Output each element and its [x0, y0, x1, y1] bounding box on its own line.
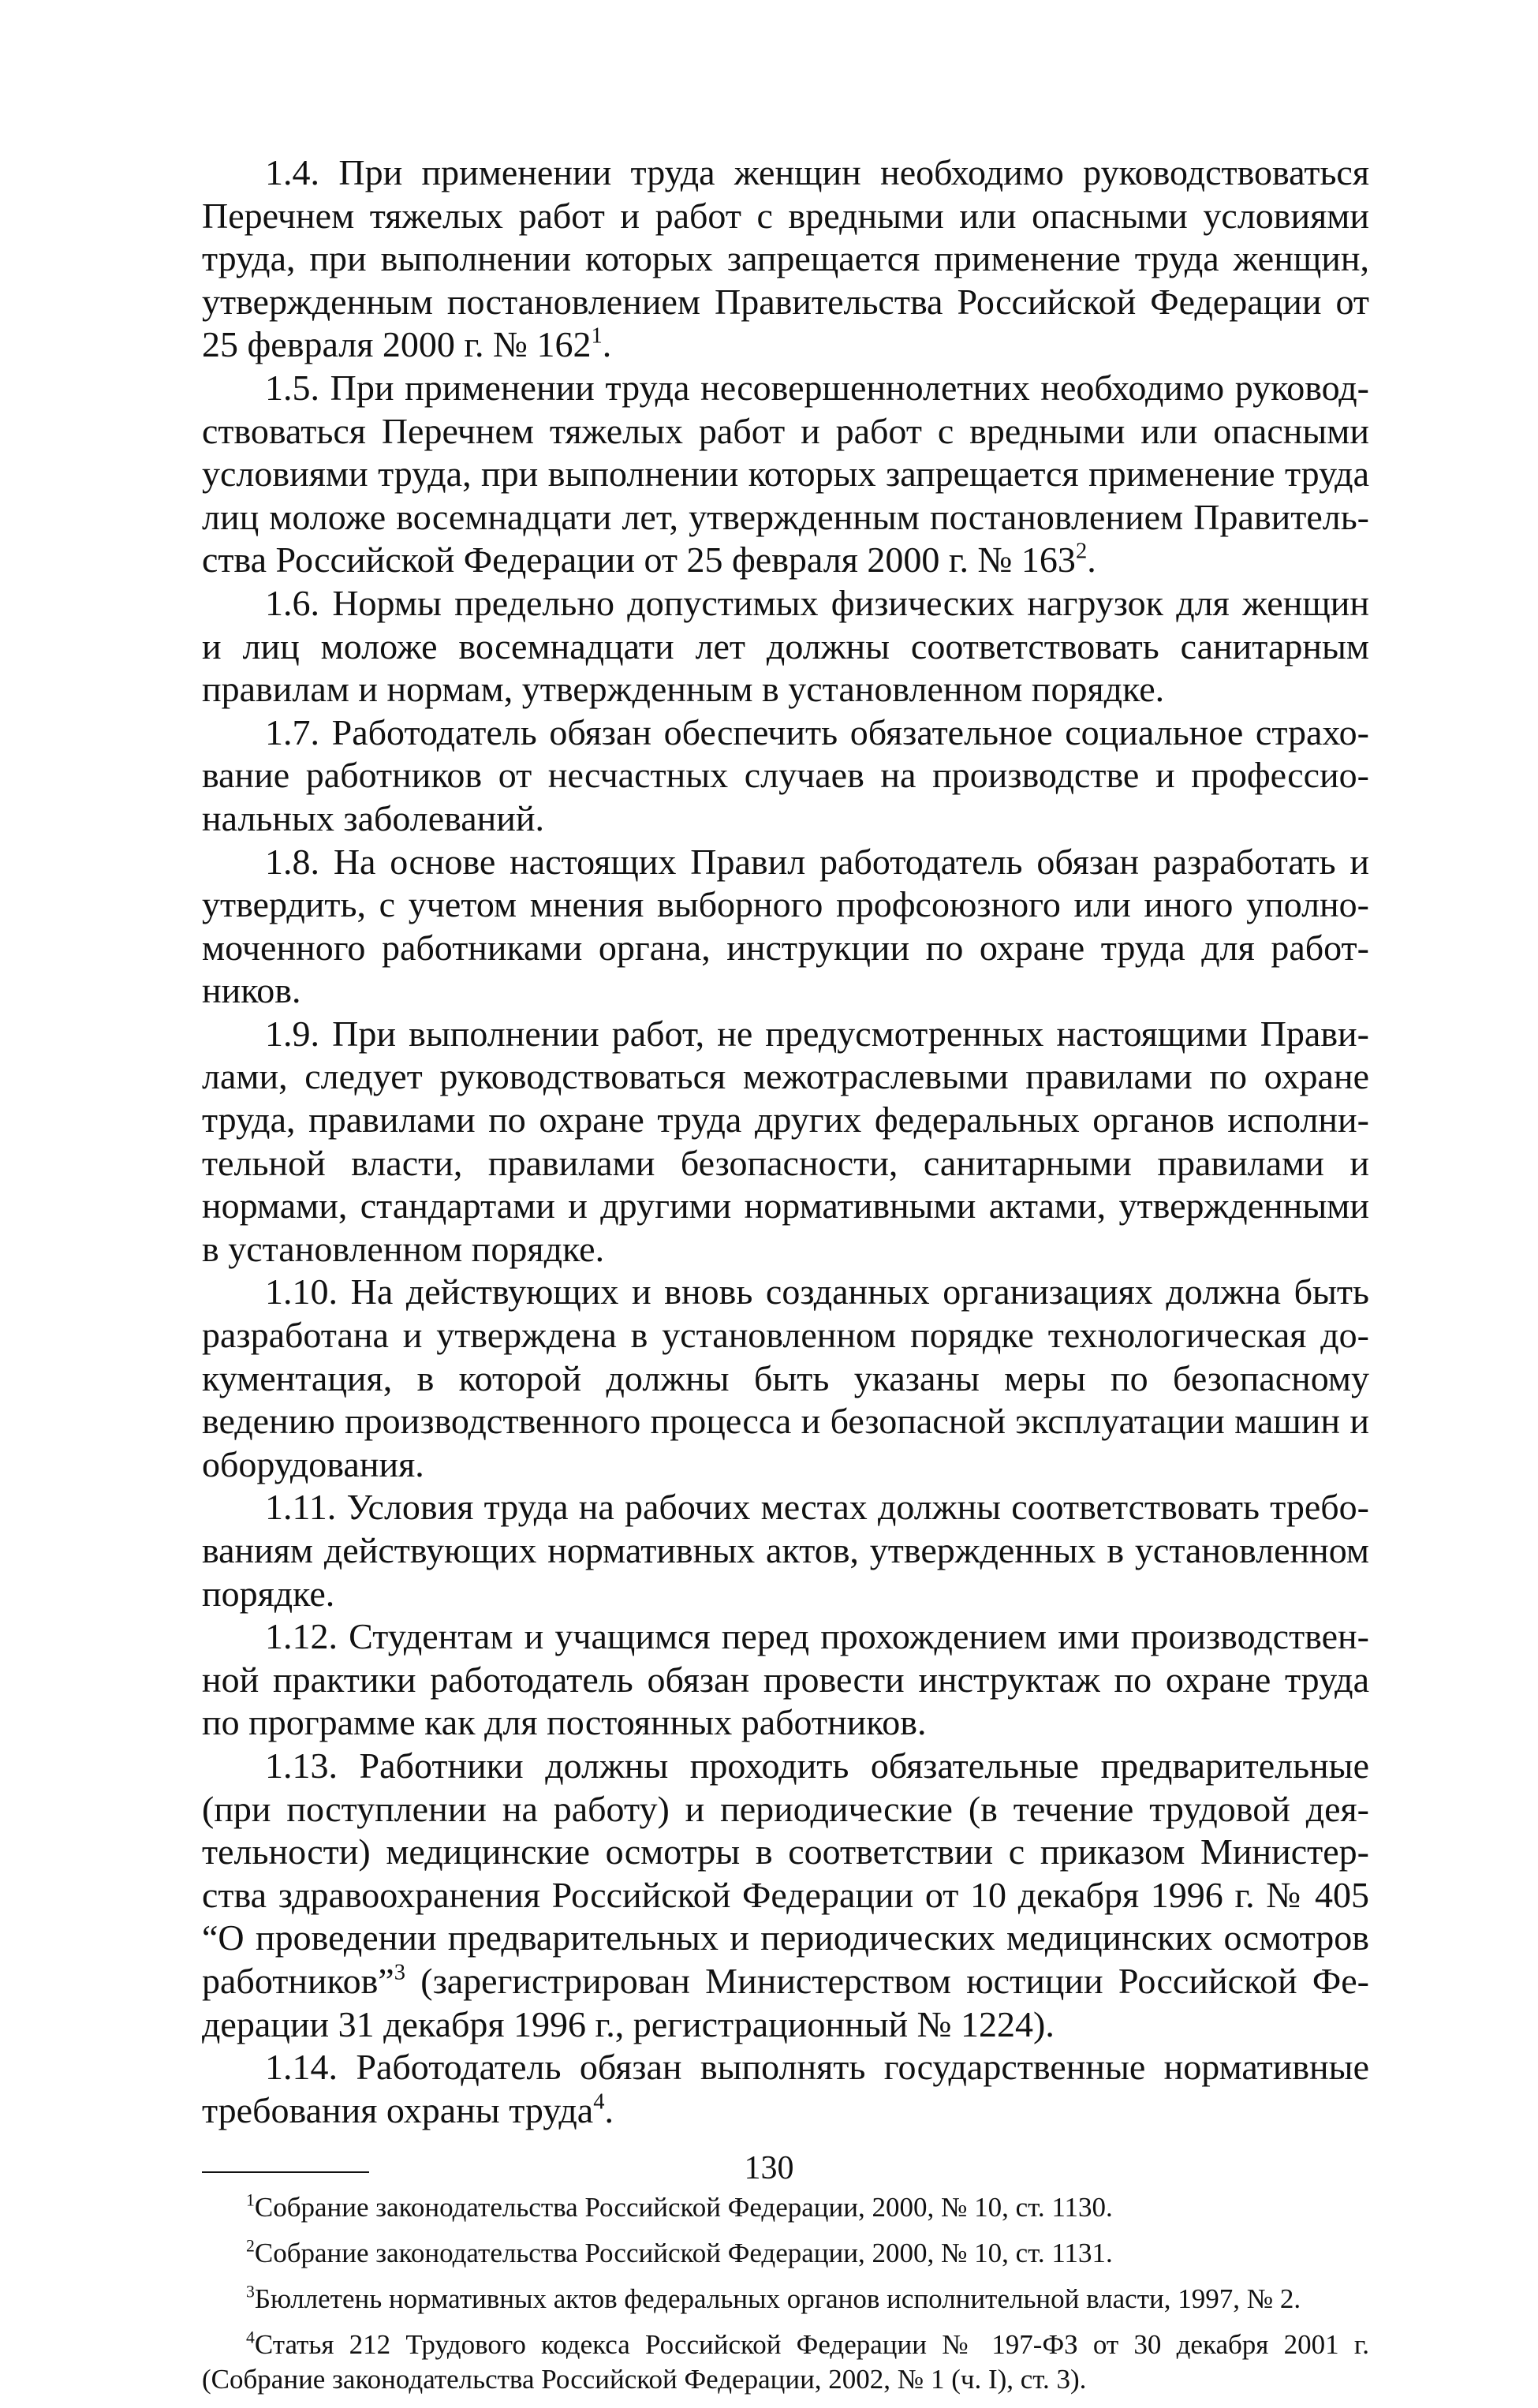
paragraph-1-9: 1.9. При выполнении работ, не предусмотренных настоящими Правилами, следует руководствоваться межотраслевыми правилами по охране труда, правилами по охране труда других федеральных органов исполнительной власти, правилами безопасности, санитарными правилами и нормами, стандартами и другими нормативными актами, утвержденными в установленном порядке.	[202, 1013, 1369, 1269]
paragraph-1-13: 1.13. Работники должны проходить обязательные предварительные (при поступлении на работу) и периодические (в течение трудовой деятельности) медицинские осмотры в соответствии с приказом Министерства здравоохранения Российской Федерации от 10 декабря 1996 г. № 405 “О проведении предварительных и периодических медицинских осмотров работников”$^3$ (зарегистрирован Министерством юстиции Российской Федерации 31 декабря 1996 г., регистрационный № 1224).	[202, 1745, 1369, 2044]
paragraph-1-7: 1.7. Работодатель обязан обеспечить обязательное социальное страхование работников от несчастных случаев на производстве и профессиональных заболеваний.	[202, 711, 1369, 838]
footnote-ref-1: 1	[591, 323, 603, 349]
footnote-ref-2: 2	[1075, 539, 1088, 564]
body-text	[202, 151, 1369, 2132]
paragraph-1-8: 1.8. На основе настоящих Правил работодатель обязан разработать и утвердить, с учетом мнения выборного профсоюзного или иного уполномоченного работниками органа, инструкции по охране труда для работников.	[202, 841, 1369, 1011]
paragraph-1-10: 1.10. На действующих и вновь созданных организациях должна быть разработана и утверждена в установленном порядке технологическая документация, в которой должны быть указаны меры по безопасному ведению производственного процесса и безопасной эксплуатации машин и оборудования.	[202, 1271, 1369, 1484]
paragraph-1-4: 1.4. При применении труда женщин необходимо руководствоваться Перечнем тяжелых работ и работ с вредными или опасными условиями труда, при выполнении которых запрещается применение труда женщин, утвержденным постановлением Правительства Российской Федерации от 25 февраля 2000 г. № $162^1$.	[202, 152, 1369, 365]
footnote-2: $^2$Собрание законодательства Российской Федерации, 2000, № 10, ст. 1131.	[246, 2236, 1113, 2269]
paragraph-1-12: 1.12. Студентам и учащимся перед прохождением ими производственной практики работодатель обязан провести инструктаж по охране труда по программе как для постоянных работников.	[202, 1616, 1369, 1743]
footnote-ref-4: 4	[593, 2089, 605, 2115]
footnote-1: $^1$Собрание законодательства Российской Федерации, 2000, № 10, ст. 1130.	[246, 2190, 1113, 2223]
paragraph-1-6: 1.6. Нормы предельно допустимых физических нагрузок для женщин и лиц моложе восемнадцати лет должны соответствовать санитарным правилам и нормам, утвержденным в установленном порядке.	[202, 582, 1369, 710]
footnotes	[202, 2190, 1369, 2397]
footnote-4: $^4$Статья 212 Трудового кодекса Российской Федерации № 197-ФЗ от 30 декабря 2001 г. (Собрание законодательства Российской Федерации, 2002, № 1 (ч. I), ст. 3).	[202, 2328, 1369, 2395]
document-page	[202, 151, 1369, 2408]
paragraph-1-5: 1.5. При применении труда несовершеннолетних необходимо руководствоваться Перечнем тяжелых работ и работ с вредными или опасными условиями труда, при выполнении которых запрещается применение труда лиц моложе восемнадцати лет, утвержденным постановлением Правительства Российской Федерации от 25 февраля 2000 г. № $163^2$.	[202, 367, 1369, 581]
footnote-ref-3: 3	[394, 1960, 405, 1985]
paragraph-1-14: 1.14. Работодатель обязан выполнять государственные нормативные требования охраны труда$^4$.	[202, 2047, 1369, 2130]
page-number: 130	[744, 2150, 794, 2186]
footnote-3: $^3$Бюллетень нормативных актов федеральных органов исполнительной власти, 1997, № 2.	[246, 2282, 1301, 2315]
paragraph-1-11: 1.11. Условия труда на рабочих местах должны соответствовать требованиям действующих нормативных актов, утвержденных в установленном порядке.	[202, 1487, 1369, 1614]
